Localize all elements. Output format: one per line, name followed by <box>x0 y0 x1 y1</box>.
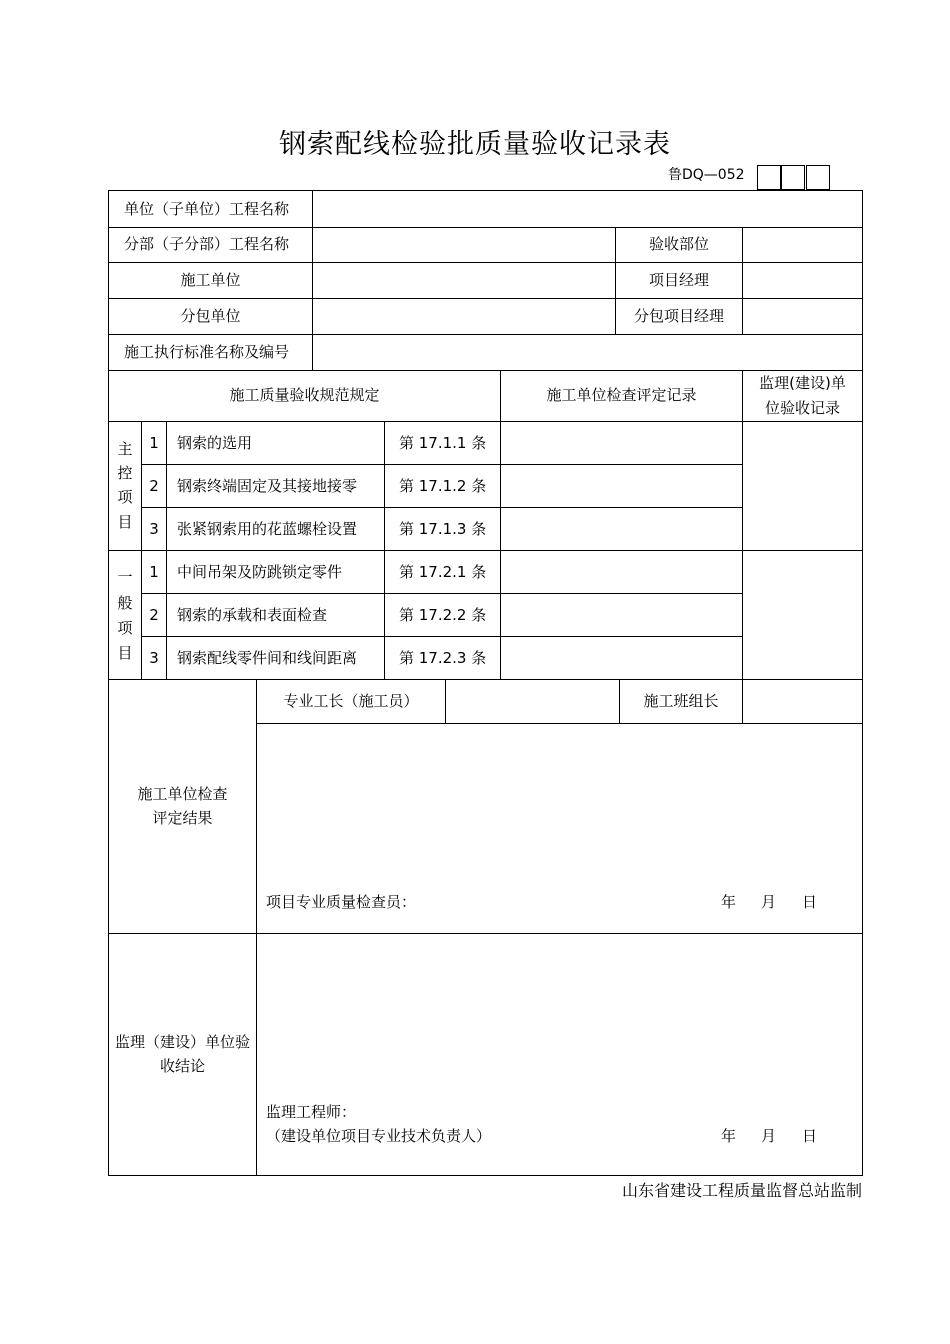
code-box[interactable] <box>781 165 805 190</box>
supervisor-record-cell[interactable] <box>743 551 862 679</box>
page-title: 钢索配线检验批质量验收记录表 <box>279 129 671 160</box>
item-number: 2 <box>149 477 159 495</box>
date-month-label: 月 <box>761 893 777 911</box>
item-name: 钢索的承载和表面检查 <box>177 606 328 624</box>
item-name: 张紧钢索用的花蓝螺栓设置 <box>177 520 358 538</box>
date-year-label: 年 <box>721 893 737 911</box>
foreman-field[interactable] <box>446 680 619 723</box>
item-clause: 第 17.2.3 条 <box>399 649 487 667</box>
sub-project-label: 分部（子分部）工程名称 <box>124 235 290 253</box>
item-number: 1 <box>149 563 159 581</box>
supervisor-record-header: 监理(建设)单 <box>759 374 846 392</box>
check-record-cell[interactable] <box>501 551 742 593</box>
conclusion-label-line2: 收结论 <box>159 1057 205 1075</box>
check-record-header: 施工单位检查评定记录 <box>546 386 697 404</box>
check-record-cell[interactable] <box>501 508 742 550</box>
inspector-signature-label: 项目专业质量检查员： <box>266 893 417 911</box>
item-number: 1 <box>149 434 159 452</box>
item-name: 中间吊架及防跳锁定零件 <box>177 563 343 581</box>
item-clause: 第 17.1.1 条 <box>399 434 487 452</box>
footer-issuer: 山东省建设工程质量监督总站监制 <box>621 1181 862 1200</box>
conclusion-content-area[interactable] <box>257 934 862 1094</box>
construction-unit-label: 施工单位 <box>180 271 241 289</box>
code-box[interactable] <box>806 165 830 190</box>
check-record-cell[interactable] <box>501 422 742 464</box>
item-name: 钢索配线零件间和线间距离 <box>177 649 358 667</box>
conclusion-label: 监理（建设）单位验 <box>114 1033 250 1051</box>
item-clause: 第 17.2.2 条 <box>399 606 487 624</box>
date-day-label: 日 <box>802 893 818 911</box>
standard-label: 施工执行标准名称及编号 <box>124 343 290 361</box>
item-number: 2 <box>149 606 159 624</box>
spec-header: 施工质量验收规范规定 <box>229 386 380 404</box>
item-clause: 第 17.1.3 条 <box>399 520 487 538</box>
engineer-signature-label: 监理工程师： <box>266 1103 357 1121</box>
subcontract-manager-field[interactable] <box>743 299 862 334</box>
project-manager-field[interactable] <box>743 263 862 298</box>
standard-field[interactable] <box>313 335 862 370</box>
item-clause: 第 17.1.2 条 <box>399 477 487 495</box>
date-day-label: 日 <box>802 1127 818 1145</box>
item-clause: 第 17.2.1 条 <box>399 563 487 581</box>
item-name: 钢索终端固定及其接地接零 <box>177 477 358 495</box>
date-year-label: 年 <box>721 1127 737 1145</box>
check-record-cell[interactable] <box>501 637 742 679</box>
form-code: 鲁DQ—052 <box>668 167 745 183</box>
supervisor-record-cell[interactable] <box>743 422 862 550</box>
check-record-cell[interactable] <box>501 465 742 507</box>
result-content-area[interactable] <box>257 724 862 884</box>
project-manager-label: 项目经理 <box>648 271 709 289</box>
foreman-label: 专业工长（施工员） <box>283 692 419 710</box>
sub-project-field[interactable] <box>313 228 615 262</box>
subcontract-unit-field[interactable] <box>313 299 615 334</box>
item-number: 3 <box>149 520 159 538</box>
item-name: 钢索的选用 <box>177 434 253 452</box>
acceptance-part-label: 验收部位 <box>648 235 709 253</box>
item-number: 3 <box>149 649 159 667</box>
unit-project-field[interactable] <box>313 191 862 227</box>
subcontract-manager-label: 分包项目经理 <box>633 307 724 325</box>
check-record-cell[interactable] <box>501 594 742 636</box>
owner-rep-label: （建设单位项目专业技术负责人） <box>266 1127 492 1145</box>
result-label-line2: 评定结果 <box>152 809 213 827</box>
acceptance-part-field[interactable] <box>743 228 862 262</box>
supervisor-record-header-line2: 位验收记录 <box>764 399 840 417</box>
code-box[interactable] <box>757 165 781 190</box>
team-leader-field[interactable] <box>743 680 862 723</box>
result-label: 施工单位检查 <box>137 785 228 803</box>
date-month-label: 月 <box>761 1127 777 1145</box>
unit-project-label: 单位（子单位）工程名称 <box>124 200 290 218</box>
team-leader-label: 施工班组长 <box>643 692 719 710</box>
subcontract-unit-label: 分包单位 <box>180 307 241 325</box>
construction-unit-field[interactable] <box>313 263 615 298</box>
